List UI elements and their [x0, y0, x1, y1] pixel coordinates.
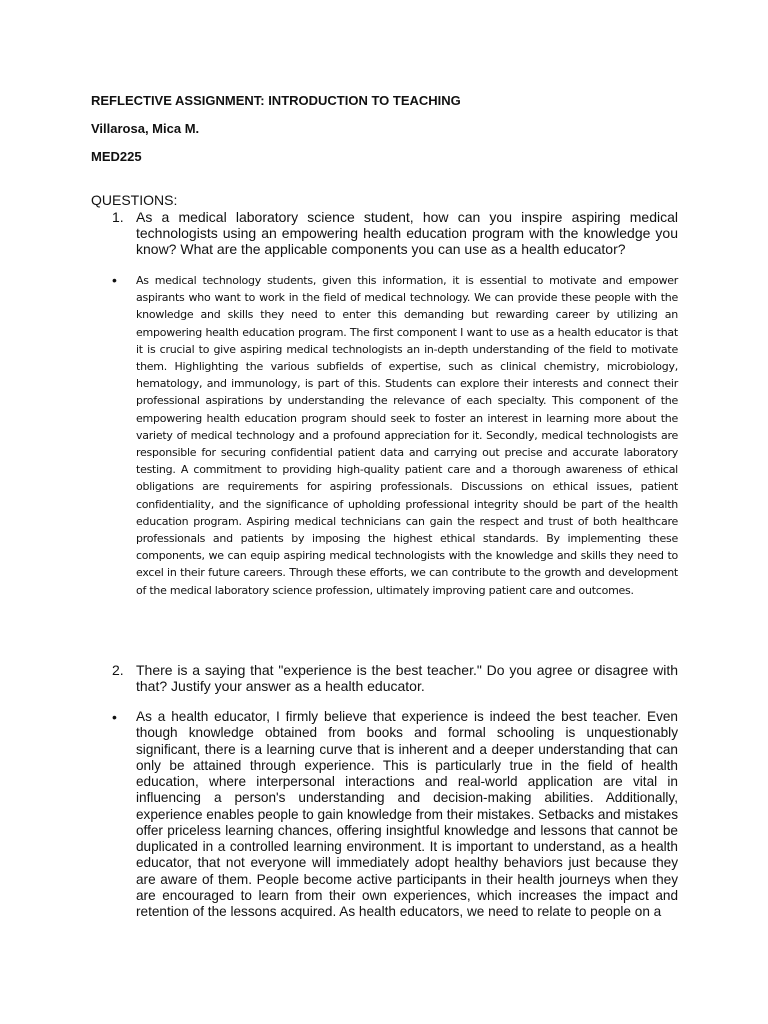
- question-number: 2.: [112, 662, 124, 678]
- question-text: As a medical laboratory science student, how can you inspire aspiring medical technologists using an empowering health education program with the knowledge you know? What are the applicable components you can use as a health educator?: [136, 209, 678, 257]
- questions-heading: QUESTIONS:: [91, 192, 178, 208]
- question-number: 1.: [112, 209, 124, 225]
- answer-text: As a health educator, I firmly believe that experience is indeed the best teacher. Even though knowledge obtained from books and formal schooling is unquestionably significant, there is a learning curve that is inherent and a deeper understanding that can only be attained through experience. This is particularly true in the field of health education, where interpersonal interactions and real-world application are vital in influencing a person's understanding and decision-making abilities. Additionally, experience enables people to gain knowledge from their mistakes. Setbacks and mistakes offer priceless learning chances, offering insightful knowledge and lessons that cannot be duplicated in a controlled learning environment. It is important to understand, as a health educator, that not everyone will immediately adopt healthy behaviors just because they are aware of them. People become active participants in their health journeys when they are encouraged to learn from their own experiences, which increases the impact and retention of the lessons acquired. As health educators, we need to relate to people on a: [136, 709, 678, 919]
- bullet-icon: •: [112, 709, 117, 725]
- course-code: MED225: [91, 149, 142, 164]
- answer-1: [112, 272, 678, 599]
- bullet-icon: •: [112, 272, 117, 288]
- question-2: [112, 662, 678, 694]
- author-name: Villarosa, Mica M.: [91, 121, 200, 136]
- answer-2: [112, 709, 678, 920]
- answer-text: As medical technology students, given this information, it is essential to motivate and empower aspirants who want to work in the field of medical technology. We can provide these people with the knowledge and skills they need to enter this demanding but rewarding career by utilizing an empowering health education program. The first component I want to use as a health educator is that it is crucial to give aspiring medical technologists an in-depth understanding of the field to motivate them. Highlighting the various subfields of expertise, such as clinical chemistry, microbiology, hematology, and immunology, is part of this. Students can explore their interests and connect their professional aspirations by understanding the relevance of each specialty. This component of the empowering health education program should seek to foster an interest in learning more about the variety of medical technology and a profound appreciation for it. Secondly, medical technologists are responsible for securing confidential patient data and carrying out precise and accurate laboratory testing. A commitment to providing high-quality patient care and a thorough awareness of ethical obligations are requirements for aspiring professionals. Discussions on ethical issues, patient confidentiality, and the significance of upholding professional integrity should be part of the health education program. Aspiring medical technicians can gain the respect and trust of both healthcare professionals and patients by imposing the highest ethical standards. By implementing these components, we can equip aspiring medical technologists with the knowledge and skills they need to excel in their future careers. Through these efforts, we can contribute to the growth and development of the medical laboratory science profession, ultimately improving patient care and outcomes.: [136, 274, 678, 597]
- question-text: There is a saying that "experience is the best teacher." Do you agree or disagree with that? Justify your answer as a health educator.: [136, 662, 678, 694]
- assignment-title: REFLECTIVE ASSIGNMENT: INTRODUCTION TO TEACHING: [91, 93, 461, 108]
- question-1: [112, 209, 678, 257]
